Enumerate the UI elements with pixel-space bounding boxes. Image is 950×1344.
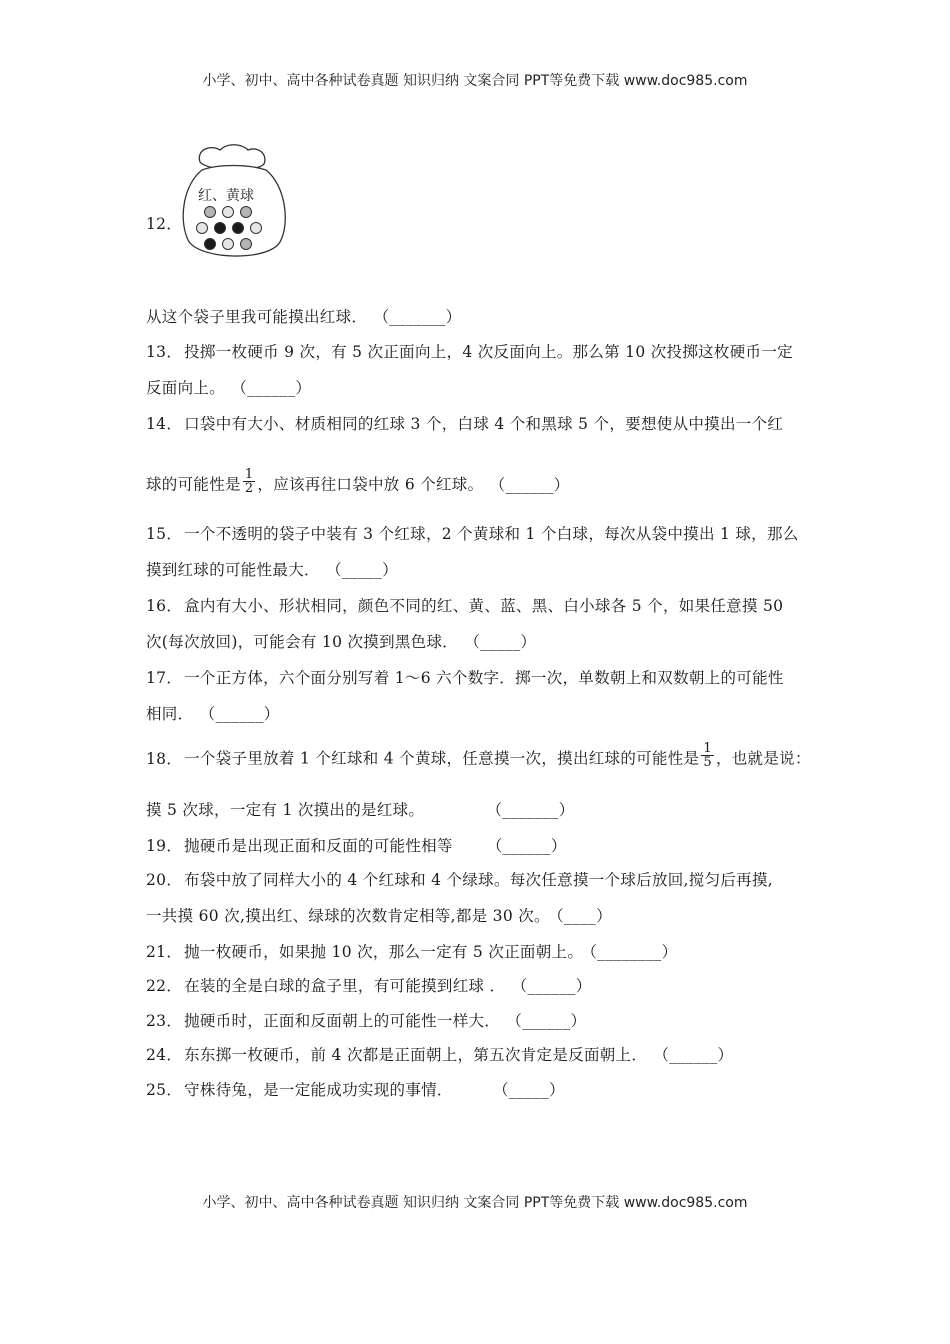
answer-blank[interactable]: （______） [239,379,312,397]
question-20-line2: 一共摸 60 次,摸出红、绿球的次数肯定相等,都是 30 次。 （____） [146,907,612,925]
answer-blank[interactable]: （_____） [333,561,398,579]
ball [205,207,216,218]
answer-blank[interactable]: （____） [555,907,612,925]
page-header: 小学、初中、高中各种试卷真题 知识归纳 文案合同 PPT等免费下载 www.doc985.com [202,73,748,89]
answer-blank[interactable]: （______） [514,1012,587,1030]
question-12-text: 从这个袋子里我可能摸出红球． （_______） [146,308,462,326]
fraction-one-fifth: $\frac{1}{5}$ [703,741,712,770]
question-22: 22． 在装的全是白球的盒子里，有可能摸到红球 ． （______） [146,977,592,995]
answer-blank[interactable]: （______） [207,705,280,723]
answer-blank[interactable]: （_______） [381,308,462,326]
answer-blank[interactable]: （_____） [472,633,537,651]
ball [197,223,208,234]
ball [233,223,244,234]
question-15-line1: 15． 一个不透明的袋子中装有 3 个红球，2 个黄球和 1 个白球，每次从袋中摸出 1 球，那么 [146,525,799,543]
question-18-line2: 摸 5 次球，一定有 1 次摸出的是红球。 （_______） [146,801,575,819]
question-15-line2: 摸到红球的可能性最大． （_____） [146,561,398,579]
question-14-line2: 球的可能性是 $\frac{1}{2}$ ，应该再往口袋中放 6 个红球。 （______） [146,467,570,496]
ball [241,239,252,250]
answer-blank[interactable]: （_____） [500,1081,565,1099]
question-16-line1: 16． 盒内有大小、形状相同，颜色不同的红、黄、蓝、黑、白小球各 5 个，如果任意摸 50 [146,597,784,615]
bag-body [183,166,285,257]
answer-blank[interactable]: （________） [589,943,678,961]
bag-label: 红、黄球 [198,188,254,204]
answer-blank[interactable]: （______） [661,1046,734,1064]
question-23: 23． 抛硬币时，正面和反面朝上的可能性一样大． （______） [146,1012,587,1030]
question-14-line1: 14． 口袋中有大小、材质相同的红球 3 个，白球 4 个和黑球 5 个，要想使从中摸出一个红 [146,415,784,433]
page-footer: 小学、初中、高中各种试卷真题 知识归纳 文案合同 PPT等免费下载 www.doc985.com [202,1195,748,1211]
ball [241,207,252,218]
question-13-line2: 反面向上。 （______） [146,379,312,397]
question-19: 19． 抛硬币是出现正面和反面的可能性相等 （______） [146,837,567,855]
answer-blank[interactable]: （______） [486,837,567,855]
question-13-line1: 13． 投掷一枚硬币 9 次，有 5 次正面向上，4 次反面向上。那么第 10 次投掷这枚硬币一定 [146,343,793,361]
answer-blank[interactable]: （_______） [494,801,575,819]
question-12-number: 12． [146,215,183,233]
ball [223,239,234,250]
ball-bag-illustration [178,140,290,265]
question-20-line1: 20． 布袋中放了同样大小的 4 个红球和 4 个绿球。每次任意摸一个球后放回,搅匀后再摸, [146,871,774,889]
question-16-line2: 次(每次放回)，可能会有 10 次摸到黑色球． （_____） [146,633,537,651]
question-17-line1: 17． 一个正方体，六个面分别写着 1～6 六个数字．掷一次，单数朝上和双数朝上的可能性 [146,669,784,687]
question-17-line2: 相同． （______） [146,705,280,723]
ball [205,239,216,250]
ball [215,223,226,234]
ball [251,223,262,234]
question-18-line1: 18． 一个袋子里放着 1 个红球和 4 个黄球，任意摸一次，摸出红球的可能性是 $\frac{1}{5}$ ，也就是说： [146,741,811,770]
answer-blank[interactable]: （______） [497,475,570,494]
answer-blank[interactable]: （______） [519,977,592,995]
question-21: 21． 抛一枚硬币，如果抛 10 次，那么一定有 5 次正面朝上。 （________） [146,943,678,961]
ball [223,207,234,218]
question-25: 25． 守株待兔，是一定能成功实现的事情． （_____） [146,1081,565,1099]
fraction-one-half: $\frac{1}{2}$ [244,467,254,496]
question-24: 24． 东东掷一枚硬币，前 4 次都是正面朝上，第五次肯定是反面朝上． （______） [146,1046,734,1064]
